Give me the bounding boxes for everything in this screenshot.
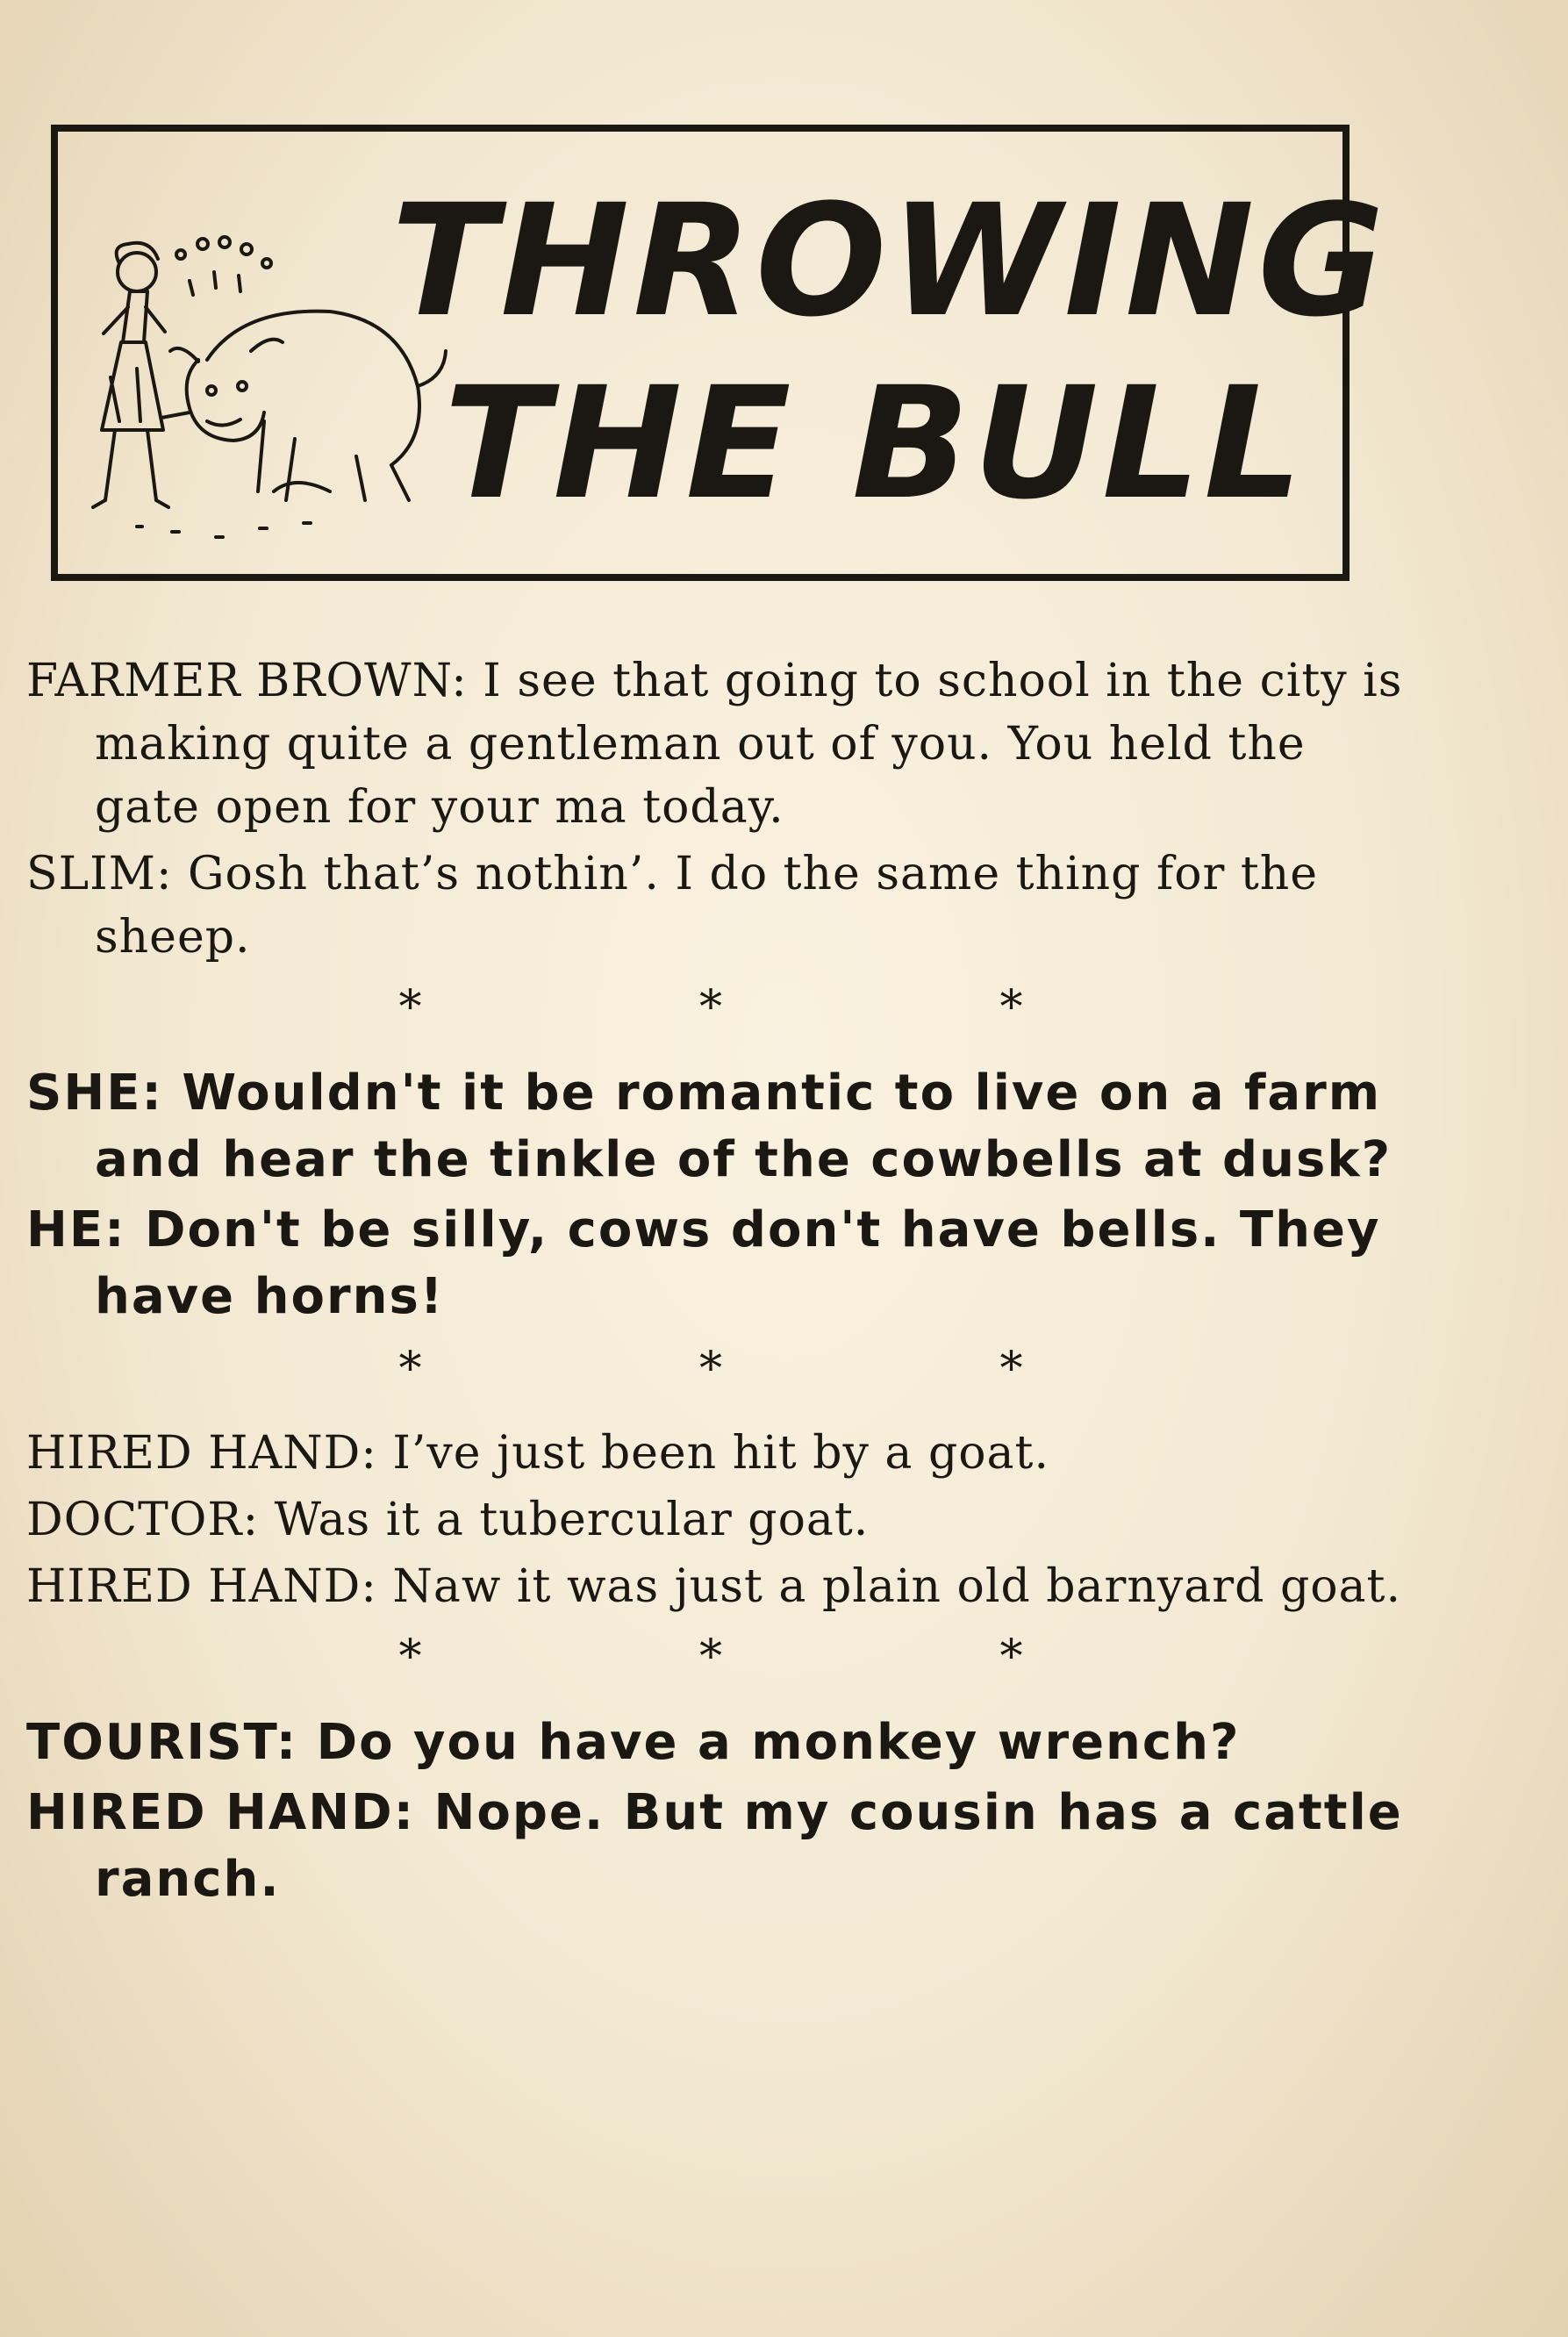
title-line-1: THROWING <box>391 171 1388 351</box>
joke-line: SHE: Wouldn't it be romantic to live on a farm and hear the tinkle of the cowbells at dusk? <box>26 1065 1393 1188</box>
joke-line: HE: Don't be silly, cows don't have bells. They have horns! <box>26 1201 1381 1325</box>
title-box <box>51 125 1388 581</box>
joke-3 <box>26 1422 1413 1618</box>
joke-line: TOURIST: Do you have a monkey wrench? <box>26 1714 1241 1771</box>
joke-4 <box>26 1710 1413 1913</box>
joke-1 <box>26 649 1413 969</box>
separator-stars: * * * <box>398 1343 1155 1395</box>
joke-line: FARMER BROWN: I see that going to school in the city is making quite a gentleman out of you. You held the gate open for your ma today. <box>26 655 1403 834</box>
joke-line: HIRED HAND: I’ve just been hit by a goat. <box>26 1427 1049 1480</box>
title-line-2: THE BULL <box>444 354 1307 534</box>
joke-line: DOCTOR: Was it a tubercular goat. <box>26 1494 870 1546</box>
separator-stars: * * * <box>398 1631 1155 1683</box>
joke-line: HIRED HAND: Nope. But my cousin has a cattle ranch. <box>26 1784 1403 1908</box>
jokes-column <box>26 649 1413 1925</box>
separator-stars: * * * <box>398 981 1155 1034</box>
joke-line: HIRED HAND: Naw it was just a plain old barnyard goat. <box>26 1560 1401 1613</box>
joke-line: SLIM: Gosh that’s nothin’. I do the same thing for the sheep. <box>26 848 1319 964</box>
joke-2 <box>26 1060 1413 1330</box>
